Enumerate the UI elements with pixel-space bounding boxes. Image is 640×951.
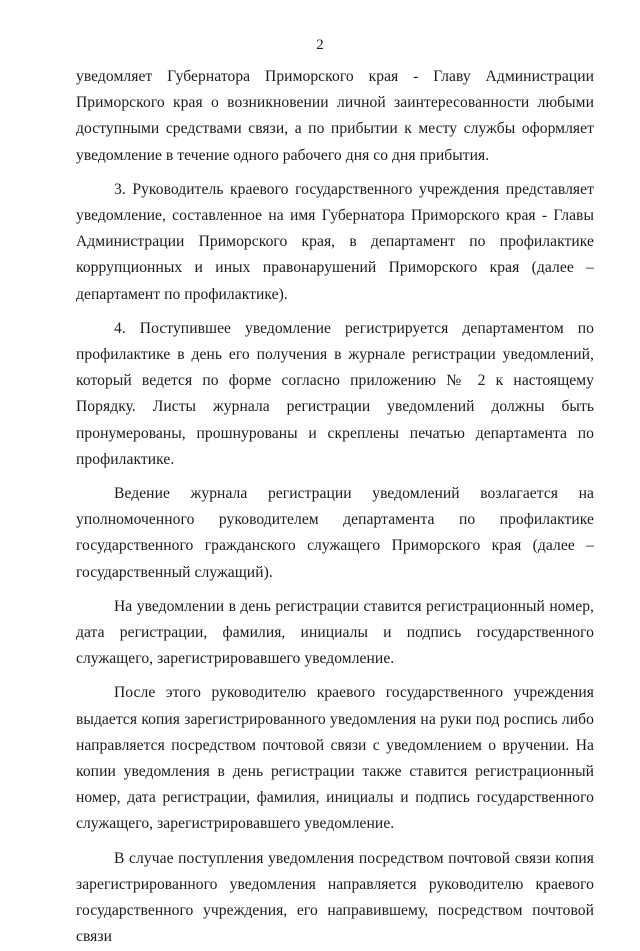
document-body [76,64,594,951]
paragraph-gap [76,672,594,680]
paragraph-copy-issuance: После этого руководителю краевого государственного учреждения выдается копия зарегистрированного уведомления на руки под роспись либо направляется посредством почтовой связи с уведомлением о вручении. На копии уведомления в день регистрации также ставится регистрационный номер, дата регистрации, фамилия, инициалы и подпись государственного служащего, зарегистрировавшего уведомление. [76,684,594,833]
paragraph-gap [76,308,594,316]
paragraph-journal-keeping: Ведение журнала регистрации уведомлений возлагается на уполномоченного руководителем департамента по профилактике государственного гражданского служащего Приморского края (далее – государственный служащий). [76,485,594,581]
paragraph-gap [76,838,594,846]
paragraph-item-3: 3. Руководитель краевого государственного учреждения представляет уведомление, составленное на имя Губернатора Приморского края - Главы Администрации Приморского края, в департамент по профилактике коррупционных и иных правонарушений Приморского края (далее – департамент по профилактике). [76,180,594,303]
paragraph-registration-mark: На уведомлении в день регистрации ставится регистрационный номер, дата регистрации, фамилия, инициалы и подпись государственного служащего, зарегистрировавшего уведомление. [76,597,594,668]
page-number: 2 [316,37,324,53]
paragraph-gap [76,473,594,481]
paragraph-continuation: уведомляет Губернатора Приморского края - Главу Администрации Приморского края о возникновении личной заинтересованности любыми доступными средствами связи, а по прибытии к месту службы оформляет уведомление в течение одного рабочего дня со дня прибытия. [76,68,594,164]
paragraph-gap [76,169,594,177]
paragraph-gap [76,586,594,594]
paragraph-postal-receipt: В случае поступления уведомления посредством почтовой связи копия зарегистрированного уведомления направляется руководителю краевого государственного учреждения, его направившему, посредством почтовой связи [76,849,594,946]
paragraph-item-4: 4. Поступившее уведомление регистрируется департаментом по профилактике в день его получения в журнале регистрации уведомлений, который ведется по форме согласно приложению № 2 к настоящему Порядку. Листы журнала регистрации уведомлений должны быть пронумерованы, прошнурованы и скреплены печатью департамента по профилактике. [76,319,594,468]
